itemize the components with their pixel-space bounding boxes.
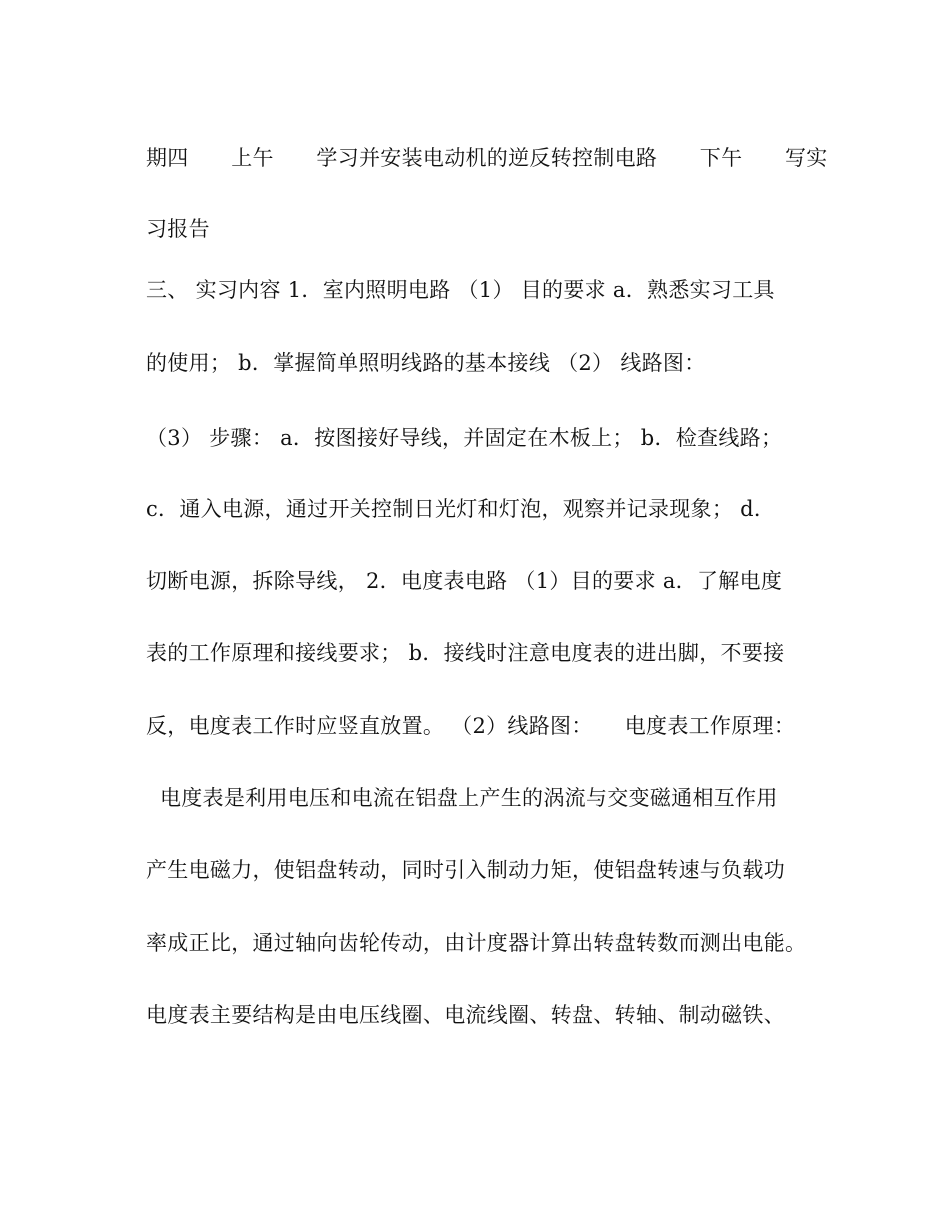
text-line: 反，电度表工作时应竖直放置。 （2）线路图： 电度表工作原理： — [146, 714, 796, 738]
text-line: 电度表是利用电压和电流在铝盘上产生的涡流与交变磁通相互作用 — [146, 786, 778, 810]
text-line: 切断电源，拆除导线， 2．电度表电路 （1）目的要求 a．了解电度 — [146, 569, 783, 593]
text-line: 电度表主要结构是由电压线圈、电流线圈、转盘、转轴、制动磁铁、 — [146, 1003, 785, 1027]
text-line: 产生电磁力，使铝盘转动，同时引入制动力矩，使铝盘转速与负载功 — [146, 858, 785, 882]
text-line: 习报告 — [146, 217, 210, 241]
text-line: 的使用； b．掌握简单照明线路的基本接线 （2） 线路图： — [146, 351, 706, 375]
text-line: 期四 上午 学习并安装电动机的逆反转控制电路 下午 写实 — [146, 146, 828, 170]
text-line: 率成正比，通过轴向齿轮传动，由计度器计算出转盘转数而测出电能。 — [146, 931, 807, 955]
text-line: c．通入电源，通过开关控制日光灯和灯泡，观察并记录现象； d． — [146, 497, 776, 521]
text-line: 表的工作原理和接线要求； b．接线时注意电度表的进出脚，不要接 — [146, 641, 785, 665]
text-line: 三、 实习内容 1．室内照明电路 （1） 目的要求 a．熟悉实习工具 — [146, 278, 775, 302]
text-line: （3） 步骤： a．按图接好导线，并固定在木板上； b．检查线路； — [146, 426, 783, 450]
